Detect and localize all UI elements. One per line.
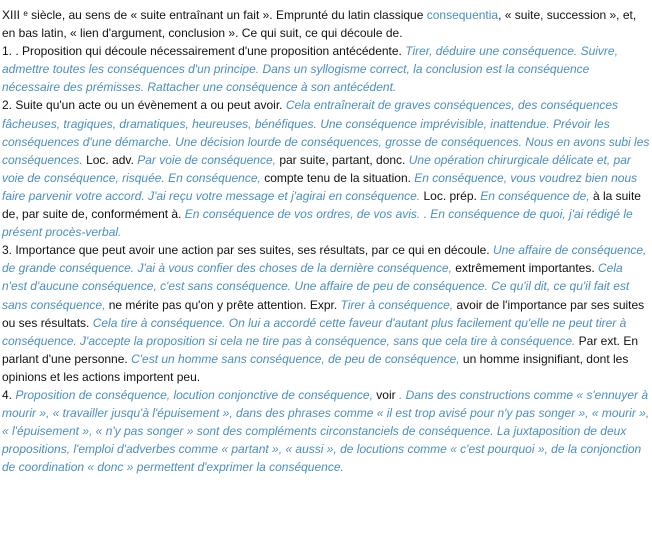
sense-3-example: Tirer à conséquence, [340,297,454,312]
sense-4-example: Proposition de conséquence, locution conjonctive de conséquence, [15,387,373,402]
sense-3 [2,241,650,386]
sense-1-examples: Tirer, déduire une conséquence. Suivre, admettre toutes les conséquences d'un principe. Dans un syllogisme correct, la conclusion est la conséquence nécessaire des prémisses. Rattacher une conséquence à son antécédent. [2,44,618,95]
sense-3-example: Cela tire à conséquence. On lui a accordé cette faveur d'autant plus facilement qu'elle ne peut tirer à conséquence. J'accepte la proposition si cela ne tire pas à conséquence, sans que cela tire à conséquence. [2,315,627,348]
separator: . [420,207,431,222]
voir-link[interactable]: voir [372,387,399,402]
sense-2-example: Une opération chirurgicale délicate et, par voie de conséquence, risquée. En conséquence, [2,152,631,185]
loc-prep-label: Loc. prép. [420,188,481,203]
etymology-paragraph [2,6,650,42]
sense-2-example: En conséquence, vous voudrez bien nous faire parvenir votre accord. J'ai reçu votre message et j'agirai en conséquence. [2,170,638,203]
sense-2-definition: 2. Suite qu'un acte ou un évènement a ou peut avoir. [2,98,286,113]
sense-2-examples: Cela entraînerait de graves conséquences, des conséquences fâcheuses, tragiques, dramatiques, heureuses, bénéfiques. Une conséquence imprévisible, inattendue. Prévoir les conséquences d'une démarche. Une décision lourde de conséquences, grosse de conséquences. Nous en avons subi les conséquences. [2,98,650,167]
sense-3-gloss: extrêmement importantes. [451,261,598,276]
century-text: XIII [2,8,21,22]
sense-3-gloss: avoir de l'importance par ses suites ou ses résultats. [2,297,645,330]
latin-term: consequentia [426,8,499,22]
sense-3-example: C'est un homme sans conséquence, de peu de conséquence, [131,351,460,366]
sense-2-example: Par voie de conséquence, [137,152,276,167]
sense-3-gloss: ne mérite pas qu'on y prête attention. Expr. [105,297,341,312]
sense-1-definition: 1. . Proposition qui découle nécessairement d'une proposition antécédente. [2,44,406,59]
sense-2-example: En conséquence de vos ordres, de vos avis. [184,207,421,222]
sense-2 [2,96,650,241]
sense-2-gloss: par suite, partant, donc. [275,152,409,167]
sense-2-gloss: à la suite de, par suite de, conformément à. [2,188,641,222]
sense-2-example: En conséquence de quoi, j'ai rédigé le présent procès-verbal. [2,207,633,240]
sense-3-gloss: un homme insignifiant, dont les opinions et les actions importent peu. [2,351,629,384]
sense-1 [2,42,650,96]
etymology-text: siècle, au sens de « suite entraînant un fait ». Emprunté du latin classique [27,8,427,22]
loc-adv-label: Loc. adv. [82,152,138,167]
sense-2-gloss: compte tenu de la situation. [260,170,415,185]
ordinal-superscript: e [23,9,28,18]
etymology-text: , « suite, succession », et, en bas latin, « lien d'argument, conclusion ». Ce qui suit, ce qui découle de. [2,8,637,41]
sense-4 [2,386,650,476]
sense-3-definition: 3. Importance que peut avoir une action par ses suites, ses résultats, par ce qui en découle. [2,243,493,258]
sense-2-example: En conséquence de, [480,188,590,203]
sense-3-gloss: Par ext. En parlant d'une personne. [2,333,639,366]
sense-3-example: Cela n'est d'aucune conséquence, c'est sans conséquence. Une affaire de peu de conséquence. Ce qu'il dit, ce qu'il fait est sans conséquence, [2,261,630,312]
sense-4-gloss: . Dans des constructions comme « s'ennuyer à mourir », « travailler jusqu'à l'épuisement », dans des phrases comme « il est trop avisé pour n'y pas songer », « mourir », « l'épuisement », « n'y pas songer » sont des compléments circonstanciels de conséquence. La juxtaposition de deux propositions, l'emploi d'adverbes comme « partant », « aussi », de locutions comme « c'est pourquoi », de la conjonction de coordination « donc » permettent d'exprimer la conséquence. [2,387,650,475]
sense-3-example: Une affaire de conséquence, de grande conséquence. J'ai à vous confier des choses de la dernière conséquence, [2,243,647,276]
sense-4-number: 4. [2,387,16,402]
